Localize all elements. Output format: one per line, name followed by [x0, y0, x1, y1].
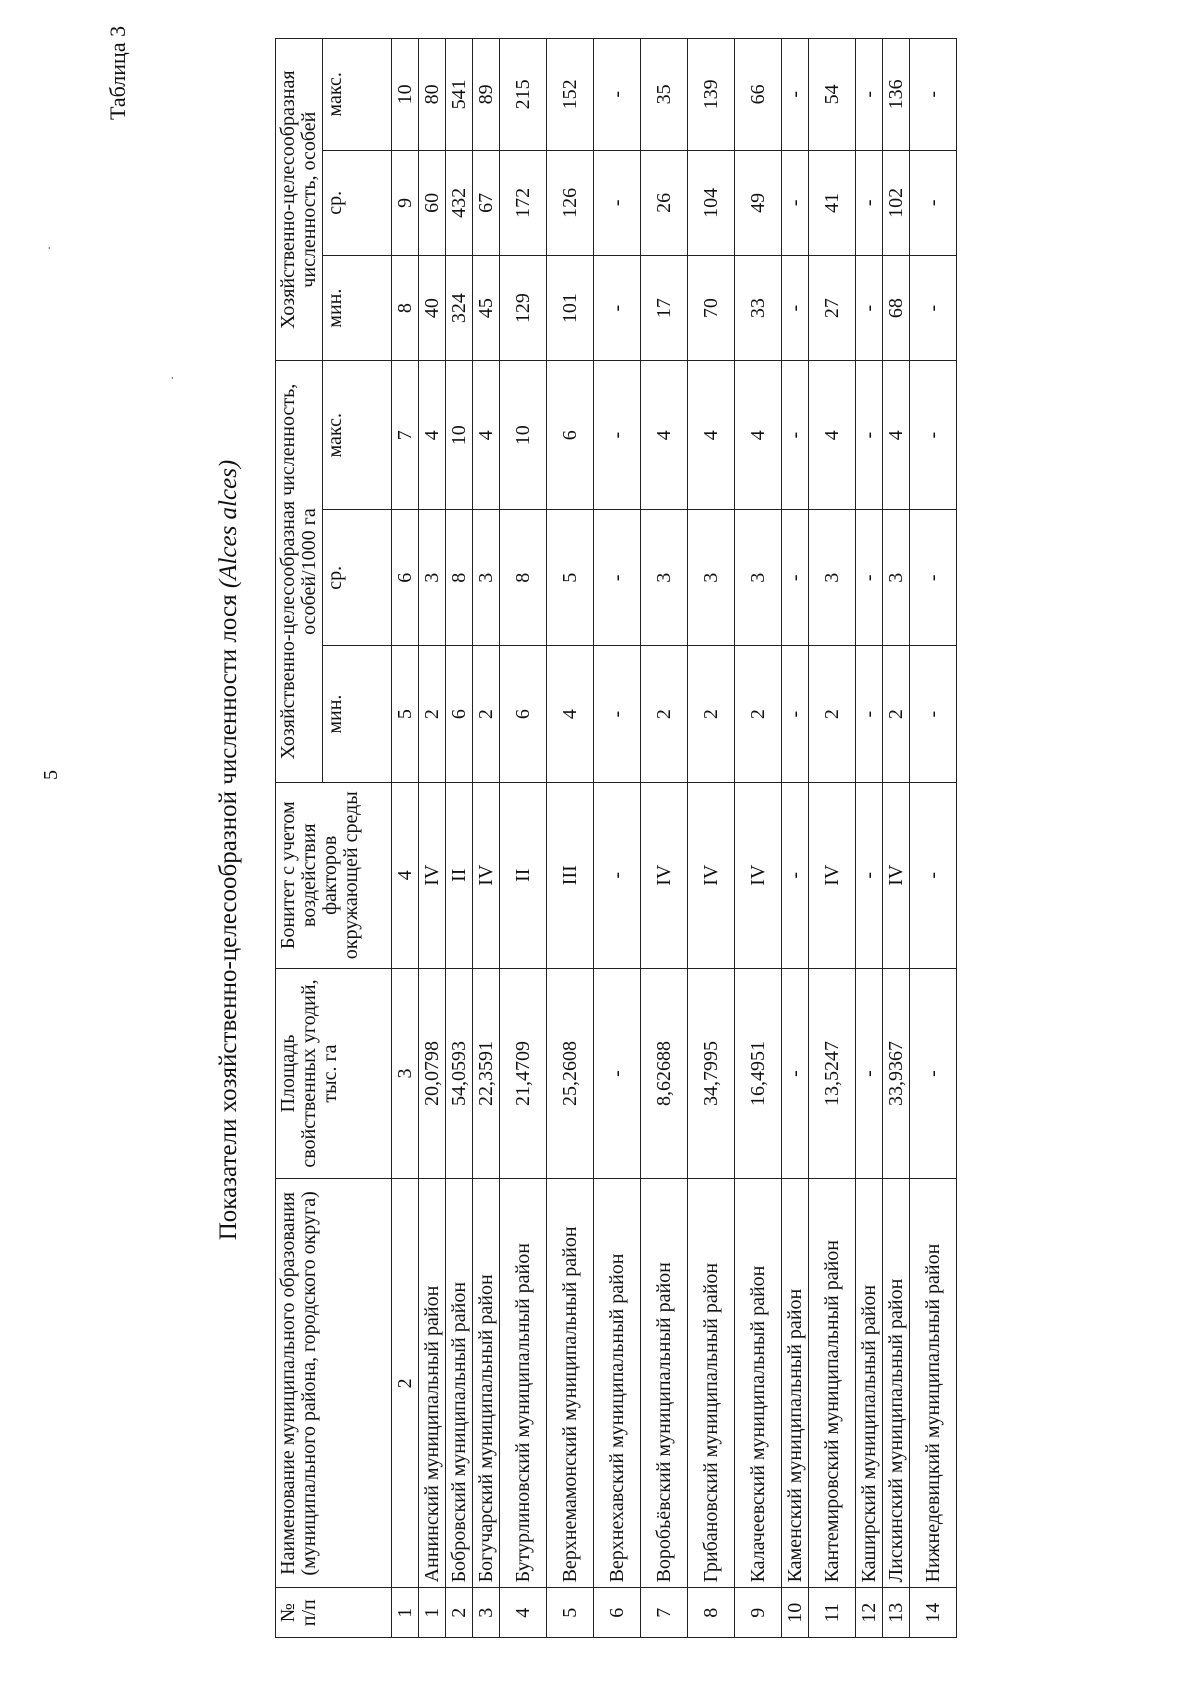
cell-num: 9: [735, 1588, 782, 1638]
cell-num: 11: [809, 1588, 856, 1638]
cell-d-avg: 3: [809, 510, 856, 646]
cell-c-min: 27: [809, 256, 856, 361]
cell-bonitet: III: [547, 782, 594, 968]
cell-num: 14: [910, 1588, 957, 1638]
cell-name: Воробьёвский муниципальный район: [641, 1179, 688, 1588]
cell-num: 6: [594, 1588, 641, 1638]
cell-d-max: 10: [500, 361, 547, 510]
cell-bonitet: IV: [473, 782, 500, 968]
subheader-count-max: макс.: [323, 39, 392, 151]
cell-d-max: -: [594, 361, 641, 510]
cell-name: Верхнехавский муниципальный район: [594, 1179, 641, 1588]
cell-d-max: -: [910, 361, 957, 510]
cell-d-max: 4: [688, 361, 735, 510]
column-number: 1: [392, 1588, 419, 1638]
cell-d-avg: 3: [641, 510, 688, 646]
cell-c-min: -: [594, 256, 641, 361]
table-row: [782, 39, 809, 1638]
cell-name: Каменский муниципальный район: [782, 1179, 809, 1588]
cell-c-max: 89: [473, 39, 500, 151]
cell-c-max: 139: [688, 39, 735, 151]
scan-speck: ·: [165, 376, 179, 380]
cell-c-max: 66: [735, 39, 782, 151]
table-row: [910, 39, 957, 1638]
cell-area: -: [594, 968, 641, 1179]
cell-d-min: 2: [883, 646, 910, 782]
cell-c-max: 80: [419, 39, 446, 151]
cell-c-max: 54: [809, 39, 856, 151]
cell-d-max: 4: [735, 361, 782, 510]
cell-c-min: -: [910, 256, 957, 361]
cell-area: -: [910, 968, 957, 1179]
cell-c-min: 17: [641, 256, 688, 361]
cell-c-min: -: [782, 256, 809, 361]
column-number: 8: [392, 256, 419, 361]
cell-c-min: 129: [500, 256, 547, 361]
cell-c-avg: 67: [473, 150, 500, 255]
cell-area: 20,0798: [419, 968, 446, 1179]
cell-num: 4: [500, 1588, 547, 1638]
cell-c-min: 33: [735, 256, 782, 361]
cell-d-max: 4: [809, 361, 856, 510]
cell-area: 54,0593: [446, 968, 473, 1179]
cell-name: Богучарский муниципальный район: [473, 1179, 500, 1588]
table-row: [419, 39, 446, 1638]
cell-area: 16,4951: [735, 968, 782, 1179]
cell-c-max: -: [910, 39, 957, 151]
cell-name: Грибановский муниципальный район: [688, 1179, 735, 1588]
cell-c-min: -: [856, 256, 883, 361]
page-number: 5: [40, 770, 62, 780]
cell-c-max: 215: [500, 39, 547, 151]
cell-d-min: 4: [547, 646, 594, 782]
cell-d-avg: 8: [500, 510, 547, 646]
subheader-density-max: макс.: [323, 361, 392, 510]
table-row: [446, 39, 473, 1638]
cell-d-min: -: [856, 646, 883, 782]
cell-bonitet: -: [782, 782, 809, 968]
cell-c-avg: 126: [547, 150, 594, 255]
column-number: 2: [392, 1179, 419, 1588]
cell-d-avg: 3: [735, 510, 782, 646]
cell-d-avg: 3: [883, 510, 910, 646]
cell-area: 22,3591: [473, 968, 500, 1179]
cell-bonitet: IV: [688, 782, 735, 968]
title-main: Показатели хозяйственно-целесообразной численности лося: [215, 594, 242, 1241]
subheader-density-min: мин.: [323, 646, 392, 782]
cell-c-avg: 26: [641, 150, 688, 255]
cell-d-min: 6: [446, 646, 473, 782]
cell-c-max: 541: [446, 39, 473, 151]
cell-c-max: -: [782, 39, 809, 151]
cell-d-min: 2: [641, 646, 688, 782]
cell-bonitet: IV: [735, 782, 782, 968]
column-number: 6: [392, 510, 419, 646]
cell-d-min: -: [782, 646, 809, 782]
table-row: [473, 39, 500, 1638]
cell-bonitet: IV: [883, 782, 910, 968]
cell-c-avg: 172: [500, 150, 547, 255]
column-number: 9: [392, 150, 419, 255]
cell-d-min: 6: [500, 646, 547, 782]
cell-bonitet: -: [856, 782, 883, 968]
cell-name: Кантемировский муниципальный район: [809, 1179, 856, 1588]
column-number: 3: [392, 968, 419, 1179]
table-row: [856, 39, 883, 1638]
table-row: [594, 39, 641, 1638]
header-density-group: Хозяйственно-целесообразная численность, особей/1000 га: [276, 361, 323, 782]
header-area: Площадь свойственных угодий, тыс. га: [276, 968, 392, 1179]
cell-d-avg: 8: [446, 510, 473, 646]
cell-c-avg: -: [594, 150, 641, 255]
cell-num: 10: [782, 1588, 809, 1638]
scan-speck: ·: [42, 246, 56, 250]
table-row: [547, 39, 594, 1638]
cell-d-avg: 3: [419, 510, 446, 646]
cell-c-avg: 104: [688, 150, 735, 255]
column-number: 4: [392, 782, 419, 968]
cell-c-avg: -: [856, 150, 883, 255]
moose-population-table: [275, 38, 957, 1638]
cell-d-max: -: [782, 361, 809, 510]
cell-d-min: -: [910, 646, 957, 782]
cell-area: 21,4709: [500, 968, 547, 1179]
document-title: [215, 0, 243, 1700]
cell-name: Бутурлиновский муниципальный район: [500, 1179, 547, 1588]
subheader-density-avg: ср.: [323, 510, 392, 646]
cell-area: 34,7995: [688, 968, 735, 1179]
cell-d-max: 4: [641, 361, 688, 510]
cell-c-min: 324: [446, 256, 473, 361]
cell-d-max: 4: [883, 361, 910, 510]
column-number: 7: [392, 361, 419, 510]
cell-name: Бобровский муниципальный район: [446, 1179, 473, 1588]
cell-c-max: -: [856, 39, 883, 151]
cell-c-avg: -: [782, 150, 809, 255]
cell-num: 1: [419, 1588, 446, 1638]
cell-c-avg: 432: [446, 150, 473, 255]
cell-bonitet: IV: [809, 782, 856, 968]
cell-c-max: 152: [547, 39, 594, 151]
cell-name: Лискинский муниципальный район: [883, 1179, 910, 1588]
cell-d-avg: -: [910, 510, 957, 646]
table-row: [809, 39, 856, 1638]
cell-area: -: [782, 968, 809, 1179]
table-row: [641, 39, 688, 1638]
cell-c-min: 70: [688, 256, 735, 361]
cell-bonitet: -: [594, 782, 641, 968]
cell-c-min: 101: [547, 256, 594, 361]
table-row: [735, 39, 782, 1638]
cell-d-min: 2: [419, 646, 446, 782]
header-name: Наименование муниципального образования (муниципального района, городского округа): [276, 1179, 392, 1588]
cell-name: Каширский муниципальный район: [856, 1179, 883, 1588]
cell-name: Верхнемамонский муниципальный район: [547, 1179, 594, 1588]
column-number: 10: [392, 39, 419, 151]
cell-num: 12: [856, 1588, 883, 1638]
cell-bonitet: II: [500, 782, 547, 968]
cell-name: Аннинский муниципальный район: [419, 1179, 446, 1588]
cell-area: 25,2608: [547, 968, 594, 1179]
cell-c-max: 136: [883, 39, 910, 151]
cell-d-avg: -: [782, 510, 809, 646]
header-num: № п/п: [276, 1588, 392, 1638]
header-row: [276, 39, 323, 1638]
subheader-count-min: мин.: [323, 256, 392, 361]
cell-c-avg: 49: [735, 150, 782, 255]
column-number: 5: [392, 646, 419, 782]
cell-c-avg: 102: [883, 150, 910, 255]
table-body: [392, 39, 957, 1638]
cell-c-avg: 41: [809, 150, 856, 255]
cell-d-min: 2: [473, 646, 500, 782]
cell-d-min: 2: [688, 646, 735, 782]
cell-d-max: 4: [419, 361, 446, 510]
cell-c-max: 35: [641, 39, 688, 151]
cell-c-avg: -: [910, 150, 957, 255]
cell-d-min: -: [594, 646, 641, 782]
cell-num: 3: [473, 1588, 500, 1638]
header-count-group: Хозяйственно-целесообразная численность, особей: [276, 39, 323, 361]
cell-num: 13: [883, 1588, 910, 1638]
cell-area: 13,5247: [809, 968, 856, 1179]
cell-num: 5: [547, 1588, 594, 1638]
header-bonitet: Бонитет с учетом воздействия факторов окружающей среды: [276, 782, 392, 968]
cell-area: 8,62688: [641, 968, 688, 1179]
cell-d-max: 10: [446, 361, 473, 510]
cell-d-max: -: [856, 361, 883, 510]
title-latin: (Alces alces): [215, 459, 242, 589]
cell-c-min: 40: [419, 256, 446, 361]
cell-c-avg: 60: [419, 150, 446, 255]
cell-area: -: [856, 968, 883, 1179]
cell-d-min: 2: [809, 646, 856, 782]
cell-d-avg: -: [594, 510, 641, 646]
cell-num: 7: [641, 1588, 688, 1638]
cell-bonitet: II: [446, 782, 473, 968]
cell-name: Нижнедевицкий муниципальный район: [910, 1179, 957, 1588]
table-row: [883, 39, 910, 1638]
table-row: [500, 39, 547, 1638]
cell-name: Калачеевский муниципальный район: [735, 1179, 782, 1588]
cell-c-min: 45: [473, 256, 500, 361]
cell-d-avg: 5: [547, 510, 594, 646]
cell-bonitet: -: [910, 782, 957, 968]
cell-c-min: 68: [883, 256, 910, 361]
cell-d-avg: -: [856, 510, 883, 646]
subheader-count-avg: ср.: [323, 150, 392, 255]
table-row: [688, 39, 735, 1638]
cell-area: 33,9367: [883, 968, 910, 1179]
cell-d-max: 4: [473, 361, 500, 510]
cell-d-min: 2: [735, 646, 782, 782]
cell-d-avg: 3: [473, 510, 500, 646]
cell-bonitet: IV: [641, 782, 688, 968]
table-label: Таблица 3: [105, 25, 130, 120]
cell-num: 8: [688, 1588, 735, 1638]
cell-c-max: -: [594, 39, 641, 151]
cell-d-max: 6: [547, 361, 594, 510]
cell-num: 2: [446, 1588, 473, 1638]
cell-d-avg: 3: [688, 510, 735, 646]
column-number-row: [392, 39, 419, 1638]
cell-bonitet: IV: [419, 782, 446, 968]
